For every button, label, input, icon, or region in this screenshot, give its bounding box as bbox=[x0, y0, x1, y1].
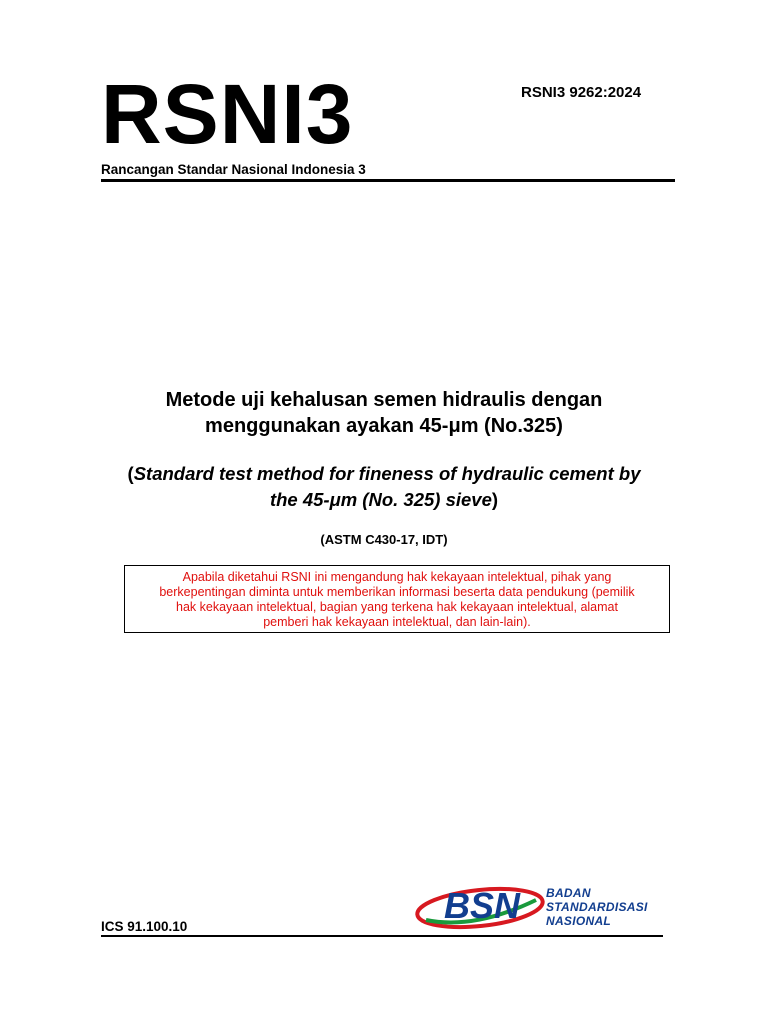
main-title-line-1: Metode uji kehalusan semen hidraulis dengan bbox=[165, 389, 603, 411]
agency-line: NASIONAL bbox=[546, 914, 612, 928]
footer-rule bbox=[101, 935, 663, 937]
english-title bbox=[84, 461, 684, 513]
agency-name bbox=[546, 886, 648, 928]
ip-notice-box bbox=[124, 565, 670, 633]
notice-line: Apabila diketahui RSNI ini mengandung hak kekayaan intelektual, pihak yang bbox=[182, 570, 612, 584]
agency-line: STANDARDISASI bbox=[546, 900, 648, 914]
agency-line: BADAN bbox=[546, 886, 591, 900]
rsni3-logo-title: RSNI3 bbox=[101, 67, 354, 161]
main-title bbox=[84, 387, 684, 439]
notice-line: pemberi hak kekayaan intelektual, dan lain-lain). bbox=[263, 615, 531, 629]
astm-reference: (ASTM C430-17, IDT) bbox=[320, 532, 448, 547]
notice-line: berkepentingan diminta untuk memberikan informasi beserta data pendukung (pemilik bbox=[159, 585, 635, 599]
header-rule bbox=[101, 179, 675, 182]
document-number: RSNI3 9262:2024 bbox=[521, 84, 642, 101]
document-subtitle: Rancangan Standar Nasional Indonesia 3 bbox=[101, 162, 366, 177]
english-title-line-1: (Standard test method for fineness of hydraulic cement by bbox=[127, 463, 641, 484]
english-title-line-2: the 45-μm (No. 325) sieve) bbox=[269, 489, 499, 510]
notice-line: hak kekayaan intelektual, bagian yang terkena hak kekayaan intelektual, alamat bbox=[176, 600, 618, 614]
bsn-logo-text: BSN bbox=[443, 885, 521, 926]
bsn-logo-icon bbox=[414, 880, 549, 932]
main-title-line-2: menggunakan ayakan 45-μm (No.325) bbox=[205, 415, 563, 437]
ics-code: ICS 91.100.10 bbox=[101, 919, 188, 934]
